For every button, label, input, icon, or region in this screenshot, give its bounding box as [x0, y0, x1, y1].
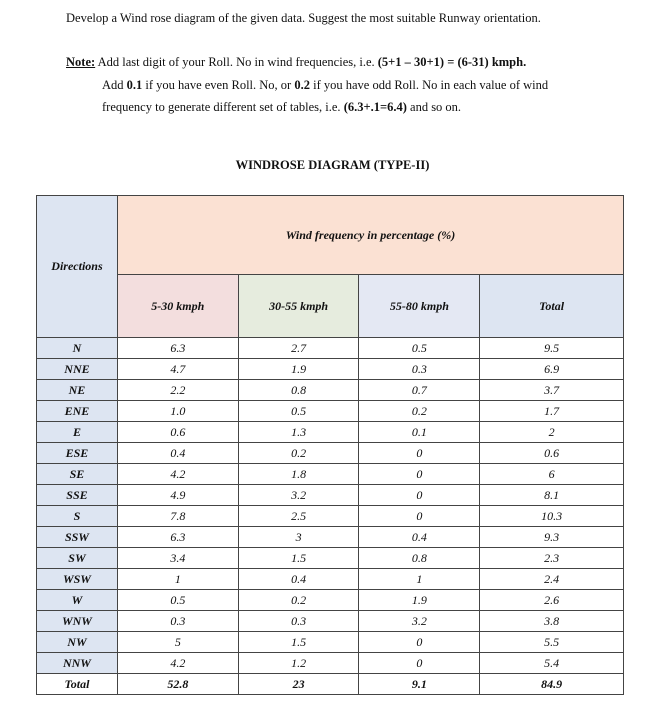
table-title: WINDROSE DIAGRAM (TYPE-II) — [235, 158, 430, 172]
cell-5-30: 4.7 — [117, 359, 238, 380]
cell-55-80: 1 — [359, 569, 480, 590]
direction-cell: ENE — [37, 401, 118, 422]
cell-total: 5.5 — [480, 632, 624, 653]
cell-30-55: 1.2 — [238, 653, 359, 674]
header-30-55: 30-55 kmph — [238, 275, 359, 338]
direction-cell: S — [37, 506, 118, 527]
cell-55-80: 0.5 — [359, 338, 480, 359]
cell-30-55: 0.2 — [238, 443, 359, 464]
direction-cell: SSE — [37, 485, 118, 506]
cell-total: 2.3 — [480, 548, 624, 569]
cell-30-55: 1.5 — [238, 548, 359, 569]
table-row — [37, 548, 624, 569]
table-row — [37, 632, 624, 653]
cell-30-55: 0.3 — [238, 611, 359, 632]
header-55-80: 55-80 kmph — [359, 275, 480, 338]
total-cell-total: 84.9 — [480, 674, 624, 695]
cell-total: 9.5 — [480, 338, 624, 359]
direction-cell: NNW — [37, 653, 118, 674]
cell-total: 5.4 — [480, 653, 624, 674]
table-row — [37, 464, 624, 485]
cell-55-80: 1.9 — [359, 590, 480, 611]
note-line-2b: 0.1 — [126, 78, 143, 92]
note-line-2e: if you have odd Roll. No in each value of wind — [309, 78, 549, 92]
cell-30-55: 1.5 — [238, 632, 359, 653]
table-row — [37, 569, 624, 590]
note-line-3c: and so on. — [406, 100, 462, 114]
cell-30-55: 1.9 — [238, 359, 359, 380]
total-cell-5-30: 52.8 — [117, 674, 238, 695]
cell-5-30: 0.6 — [117, 422, 238, 443]
cell-30-55: 0.5 — [238, 401, 359, 422]
cell-total: 0.6 — [480, 443, 624, 464]
note-label: Note: — [66, 55, 96, 69]
note-line-1a: Add last digit of your Roll. No in wind frequencies, i.e. — [95, 55, 378, 69]
table-row — [37, 527, 624, 548]
header-wind-frequency: Wind frequency in percentage (%) — [117, 196, 623, 275]
cell-total: 2.6 — [480, 590, 624, 611]
direction-cell: SE — [37, 464, 118, 485]
cell-total: 6.9 — [480, 359, 624, 380]
cell-30-55: 2.7 — [238, 338, 359, 359]
cell-30-55: 1.8 — [238, 464, 359, 485]
cell-30-55: 0.4 — [238, 569, 359, 590]
cell-30-55: 0.8 — [238, 380, 359, 401]
note-line-3 — [102, 100, 461, 115]
cell-30-55: 2.5 — [238, 506, 359, 527]
direction-cell: W — [37, 590, 118, 611]
cell-55-80: 0 — [359, 485, 480, 506]
cell-total: 10.3 — [480, 506, 624, 527]
header-5-30: 5-30 kmph — [117, 275, 238, 338]
table-row — [37, 653, 624, 674]
cell-total: 3.8 — [480, 611, 624, 632]
cell-55-80: 0 — [359, 443, 480, 464]
cell-55-80: 0.2 — [359, 401, 480, 422]
cell-5-30: 3.4 — [117, 548, 238, 569]
cell-30-55: 1.3 — [238, 422, 359, 443]
note-line-2 — [102, 78, 548, 93]
cell-total: 2.4 — [480, 569, 624, 590]
direction-cell: NW — [37, 632, 118, 653]
direction-cell: N — [37, 338, 118, 359]
cell-5-30: 0.4 — [117, 443, 238, 464]
cell-30-55: 3 — [238, 527, 359, 548]
cell-total: 3.7 — [480, 380, 624, 401]
cell-55-80: 0.7 — [359, 380, 480, 401]
cell-5-30: 6.3 — [117, 338, 238, 359]
cell-55-80: 0 — [359, 653, 480, 674]
cell-55-80: 0 — [359, 632, 480, 653]
cell-55-80: 0.4 — [359, 527, 480, 548]
cell-total: 6 — [480, 464, 624, 485]
table-row — [37, 590, 624, 611]
cell-55-80: 0 — [359, 464, 480, 485]
table-row — [37, 401, 624, 422]
cell-55-80: 0 — [359, 506, 480, 527]
table-row — [37, 506, 624, 527]
cell-5-30: 4.2 — [117, 653, 238, 674]
cell-total: 9.3 — [480, 527, 624, 548]
cell-5-30: 7.8 — [117, 506, 238, 527]
table-row — [37, 380, 624, 401]
cell-5-30: 5 — [117, 632, 238, 653]
direction-cell: NE — [37, 380, 118, 401]
direction-cell: NNE — [37, 359, 118, 380]
table-row — [37, 422, 624, 443]
cell-55-80: 0.8 — [359, 548, 480, 569]
cell-5-30: 2.2 — [117, 380, 238, 401]
cell-5-30: 4.9 — [117, 485, 238, 506]
direction-cell: WSW — [37, 569, 118, 590]
cell-5-30: 1 — [117, 569, 238, 590]
note-line-1 — [66, 55, 526, 70]
table-row — [37, 359, 624, 380]
total-label: Total — [37, 674, 118, 695]
direction-cell: SSW — [37, 527, 118, 548]
note-line-1b: (5+1 – 30+1) = (6-31) kmph. — [377, 55, 527, 69]
header-total: Total — [480, 275, 624, 338]
cell-30-55: 3.2 — [238, 485, 359, 506]
cell-5-30: 6.3 — [117, 527, 238, 548]
note-line-3a: frequency to generate different set of tables, i.e. — [102, 100, 344, 114]
table-row — [37, 485, 624, 506]
total-row — [37, 674, 624, 695]
cell-5-30: 0.5 — [117, 590, 238, 611]
cell-total: 2 — [480, 422, 624, 443]
note-line-3b: (6.3+.1=6.4) — [343, 100, 407, 114]
note-line-2d: 0.2 — [294, 78, 310, 92]
cell-30-55: 0.2 — [238, 590, 359, 611]
table-row — [37, 443, 624, 464]
cell-55-80: 3.2 — [359, 611, 480, 632]
total-cell-30-55: 23 — [238, 674, 359, 695]
direction-cell: WNW — [37, 611, 118, 632]
table-body — [37, 338, 624, 695]
cell-total: 8.1 — [480, 485, 624, 506]
total-cell-55-80: 9.1 — [359, 674, 480, 695]
cell-5-30: 0.3 — [117, 611, 238, 632]
windrose-table — [36, 195, 624, 695]
table-row — [37, 611, 624, 632]
instruction-text: Develop a Wind rose diagram of the given data. Suggest the most suitable Runway orientation. — [66, 11, 541, 25]
cell-55-80: 0.3 — [359, 359, 480, 380]
cell-total: 1.7 — [480, 401, 624, 422]
header-directions: Directions — [37, 196, 118, 338]
note-line-2c: if you have even Roll. No, or — [142, 78, 295, 92]
direction-cell: ESE — [37, 443, 118, 464]
direction-cell: SW — [37, 548, 118, 569]
cell-55-80: 0.1 — [359, 422, 480, 443]
table-row — [37, 338, 624, 359]
direction-cell: E — [37, 422, 118, 443]
cell-5-30: 1.0 — [117, 401, 238, 422]
cell-5-30: 4.2 — [117, 464, 238, 485]
note-line-2a: Add — [102, 78, 127, 92]
